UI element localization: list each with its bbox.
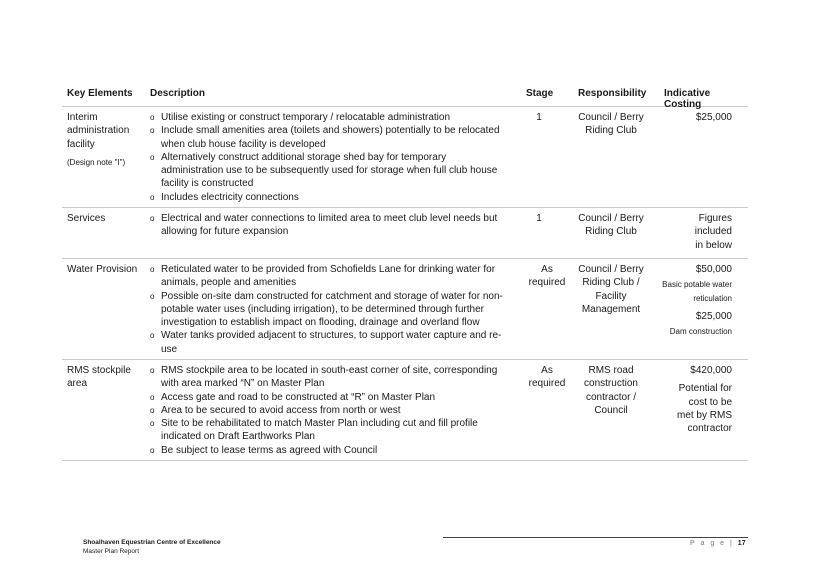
description-cell — [150, 364, 505, 457]
responsibility-cell: Council / Berry Riding Club / Facility Management — [578, 264, 644, 315]
header-description: Description — [150, 88, 206, 99]
bullet-item: o Area to be secured to avoid access from north or west — [150, 404, 505, 417]
bullet-item: o RMS stockpile area to be located in south-east corner of site, corresponding with area marked “N” on Master Plan — [150, 364, 505, 391]
key-element-label: Interim administration facility — [67, 112, 130, 150]
stage-cell: 1 — [536, 213, 542, 224]
stage-cell: 1 — [536, 112, 542, 123]
footer-title: Shoalhaven Equestrian Centre of Excellence — [83, 539, 221, 546]
page-number — [690, 540, 746, 547]
responsibility-cell: Council / Berry Riding Club — [578, 112, 644, 137]
header-stage: Stage — [526, 88, 554, 99]
table-row — [62, 208, 748, 259]
key-element-cell — [67, 111, 147, 169]
bullet-item: o Access gate and road to be constructed at “R” on Master Plan — [150, 391, 505, 404]
key-element-label: Water Provision — [67, 264, 138, 275]
header-responsibility: Responsibility — [578, 88, 647, 99]
header-indicative-costing: Indicative Costing — [664, 88, 711, 110]
footer-report-info — [83, 539, 221, 556]
bullet-item: o Includes electricity connections — [150, 191, 505, 204]
cost-value: $420,000 — [690, 365, 732, 376]
bullet-item: o Possible on-site dam constructed for catchment and storage of water for non-potable water uses (including irrigation), to be determined through further investigation to establish impact on flooding, drainage and overland flow — [150, 290, 505, 330]
cost-value: Figures included in below — [694, 213, 732, 251]
table-row — [62, 360, 748, 461]
header-key-elements: Key Elements — [67, 88, 133, 99]
bullet-item: o Be subject to lease terms as agreed with Council — [150, 444, 505, 457]
table-row — [62, 107, 748, 208]
description-cell — [150, 111, 505, 204]
page-num-value: 17 — [737, 540, 746, 547]
bullet-item: o Include small amenities area (toilets and showers) potentially to be relocated when club house facility is developed — [150, 124, 505, 151]
bullet-item: o Site to be rehabilitated to match Master Plan including cut and fill profile indicated on Draft Earthworks Plan — [150, 417, 505, 444]
responsibility-cell: Council / Berry Riding Club — [578, 213, 644, 238]
stage-cell: As required — [528, 365, 566, 390]
cost-note: Basic potable water reticulation — [662, 280, 732, 303]
key-element-label: Services — [67, 213, 106, 224]
footer-subtitle: Master Plan Report — [83, 547, 139, 555]
costing-cell — [692, 212, 732, 252]
table-row — [62, 259, 748, 360]
description-cell — [150, 263, 505, 356]
stage-cell: As required — [528, 264, 566, 289]
cost-note: Dam construction — [669, 327, 732, 337]
bullet-item: o Alternatively construct additional storage shed bay for temporary administration use to be subsequently used for storage when full club house facility is constructed — [150, 151, 505, 191]
costing-cell — [652, 111, 732, 124]
cost-value: $25,000 — [695, 310, 732, 322]
bullet-item: o Reticulated water to be provided from Schofields Lane for drinking water for animals, people and amenities — [150, 263, 505, 290]
cost-note: Potential for cost to be met by RMS contractor — [676, 383, 732, 435]
footer-divider — [443, 537, 748, 538]
bullet-item: o Electrical and water connections to limited area to meet club level needs but allowing for future expansion — [150, 212, 505, 239]
description-cell — [150, 212, 505, 239]
cost-value: $50,000 — [695, 264, 732, 275]
cost-value: $25,000 — [695, 112, 732, 123]
costing-cell — [652, 364, 732, 435]
responsibility-cell: RMS road construction contractor / Council — [584, 365, 638, 416]
costing-cell — [652, 263, 732, 338]
key-elements-table — [62, 84, 748, 461]
page-separator: | — [730, 540, 734, 547]
key-element-label: RMS stockpile area — [67, 365, 131, 390]
page-label: P a g e — [690, 540, 727, 547]
table-header — [62, 84, 748, 110]
bullet-item: o Water tanks provided adjacent to structures, to support water capture and re-use — [150, 329, 505, 356]
design-note: (Design note "I") — [67, 157, 126, 167]
bullet-item: o Utilise existing or construct temporary / relocatable administration — [150, 111, 505, 124]
